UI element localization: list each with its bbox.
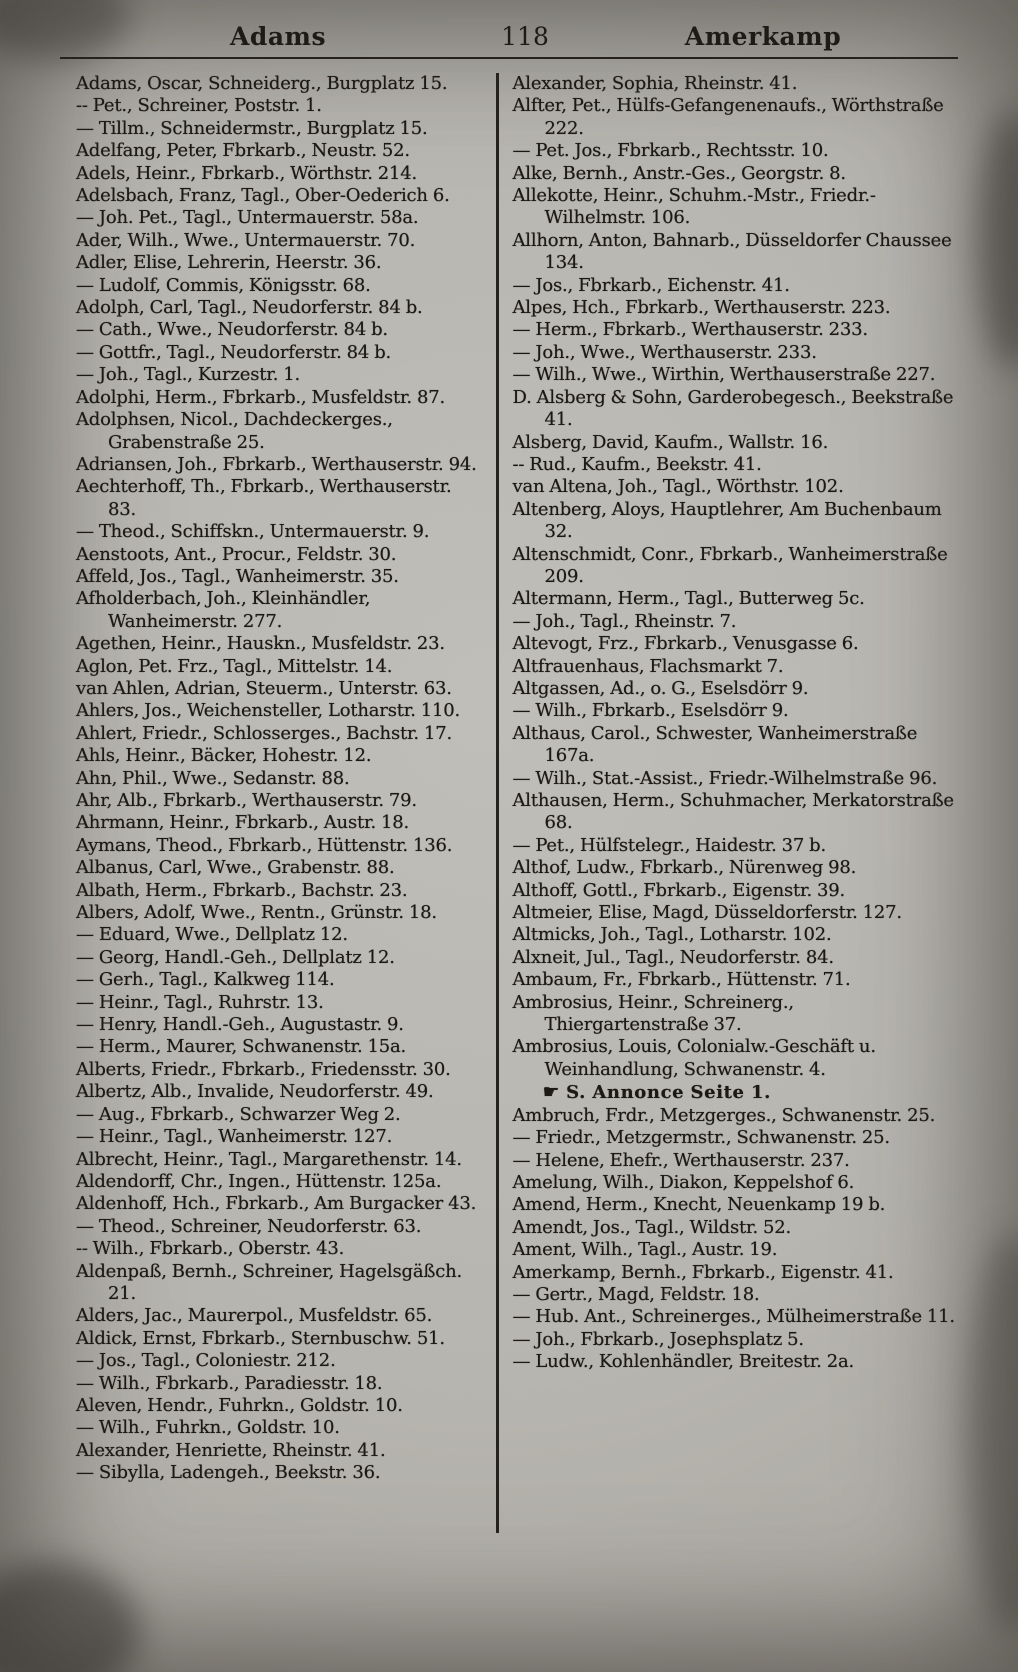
- directory-entry: — Cath., Wwe., Neudorferstr. 84 b.: [76, 319, 388, 341]
- directory-entry: Albertz, Alb., Invalide, Neudorferstr. 49.: [76, 1081, 434, 1103]
- directory-entry: Ambrosius, Louis, Colonialw.-Geschäft u. Weinhandlung, Schwanenstr. 4.: [512, 1036, 876, 1080]
- running-head-right: Amerkamp: [684, 22, 842, 51]
- directory-entry: Althausen, Herm., Schuhmacher, Merkatorstraße 68.: [512, 790, 954, 834]
- directory-entry: Altevogt, Frz., Fbrkarb., Venusgasse 6.: [512, 633, 859, 655]
- scan-smudge: [0, 1562, 140, 1672]
- directory-entry: — Jos., Fbrkarb., Eichenstr. 41.: [512, 274, 790, 296]
- directory-entry: — Wilh., Fuhrkn., Goldstr. 10.: [76, 1417, 340, 1439]
- directory-entry: Afholderbach, Joh., Kleinhändler, Wanheimerstr. 277.: [76, 588, 371, 632]
- directory-entry: -- Wilh., Fbrkarb., Oberstr. 43.: [76, 1238, 345, 1260]
- directory-entry: Altmeier, Elise, Magd, Düsseldorferstr. 127.: [512, 902, 902, 924]
- directory-entry: Aldick, Ernst, Fbrkarb., Sternbuschw. 51.: [76, 1327, 445, 1349]
- directory-entry: Adler, Elise, Lehrerin, Heerstr. 36.: [76, 252, 382, 274]
- page-number: 118: [501, 22, 549, 51]
- directory-entry: Althaus, Carol., Schwester, Wanheimerstraße 167a.: [512, 722, 918, 767]
- directory-entry: — Hub. Ant., Schreinerges., Mülheimerstraße 11.: [512, 1306, 955, 1328]
- directory-entry: Ambrosius, Heinr., Schreinerg., Thiergartenstraße 37.: [512, 991, 794, 1036]
- directory-entry: — Herm., Maurer, Schwanenstr. 15a.: [76, 1036, 407, 1058]
- directory-entry: Albath, Herm., Fbrkarb., Bachstr. 23.: [76, 879, 408, 901]
- directory-entry: — Joh., Wwe., Werthauserstr. 233.: [512, 341, 817, 363]
- directory-entry: Alexander, Sophia, Rheinstr. 41.: [512, 73, 798, 94]
- directory-columns: [0, 59, 1018, 1573]
- directory-entry: — Wilh., Stat.-Assist., Friedr.-Wilhelmstraße 96.: [512, 767, 938, 789]
- directory-entry: Altmicks, Joh., Tagl., Lotharstr. 102.: [512, 924, 832, 946]
- directory-entry: — Joh., Fbrkarb., Josephsplatz 5.: [512, 1328, 804, 1350]
- directory-entry: Albanus, Carl, Wwe., Grabenstr. 88.: [76, 857, 395, 879]
- directory-entry: Ahlers, Jos., Weichensteller, Lotharstr. 110.: [76, 700, 461, 722]
- directory-entry: — Helene, Ehefr., Werthauserstr. 237.: [512, 1149, 850, 1171]
- directory-entry: Allekotte, Heinr., Schuhm.-Mstr., Friedr.-Wilhelmstr. 106.: [512, 185, 876, 229]
- directory-entry: Aenstoots, Ant., Procur., Feldstr. 30.: [76, 543, 397, 565]
- directory-entry: — Aug., Fbrkarb., Schwarzer Weg 2.: [76, 1103, 401, 1125]
- left-column: [76, 73, 480, 1573]
- directory-entry: — Georg, Handl.-Geh., Dellplatz 12.: [76, 946, 395, 968]
- directory-entry: Amerkamp, Bernh., Fbrkarb., Eigenstr. 41.: [512, 1261, 894, 1283]
- directory-entry: Aymans, Theod., Fbrkarb., Hüttenstr. 136.: [76, 834, 453, 856]
- directory-entry: — Gerh., Tagl., Kalkweg 114.: [76, 969, 335, 991]
- directory-entry: — Jos., Tagl., Coloniestr. 212.: [76, 1350, 336, 1372]
- manicule-icon: ☛: [542, 1081, 561, 1104]
- directory-entry: Alders, Jac., Maurerpol., Musfeldstr. 65.: [76, 1305, 433, 1327]
- directory-entry: — Wilh., Fbrkarb., Paradiesstr. 18.: [76, 1372, 383, 1394]
- directory-entry: — Gottfr., Tagl., Neudorferstr. 84 b.: [76, 341, 392, 363]
- directory-entry: — Wilh., Wwe., Wirthin, Werthauserstraße 227.: [512, 364, 936, 386]
- directory-entry: — Gertr., Magd, Feldstr. 18.: [512, 1283, 760, 1305]
- directory-entry: — Heinr., Tagl., Wanheimerstr. 127.: [76, 1126, 393, 1148]
- directory-entry: Altermann, Herm., Tagl., Butterweg 5c.: [512, 588, 865, 610]
- directory-entry: — Henry, Handl.-Geh., Augustastr. 9.: [76, 1014, 404, 1036]
- directory-entry: — Theod., Schreiner, Neudorferstr. 63.: [76, 1215, 422, 1237]
- directory-entry: Affeld, Jos., Tagl., Wanheimerstr. 35.: [76, 565, 399, 587]
- directory-entry: — Eduard, Wwe., Dellplatz 12.: [76, 924, 348, 946]
- directory-entry: Alsberg, David, Kaufm., Wallstr. 16.: [512, 431, 829, 453]
- directory-entry: — Joh., Tagl., Kurzestr. 1.: [76, 364, 301, 386]
- directory-entry: -- Rud., Kaufm., Beekstr. 41.: [512, 453, 762, 475]
- directory-entry: Adelfang, Peter, Fbrkarb., Neustr. 52.: [76, 140, 410, 162]
- directory-entry: Aglon, Pet. Frz., Tagl., Mittelstr. 14.: [76, 655, 393, 677]
- directory-entry: Amelung, Wilh., Diakon, Keppelshof 6.: [512, 1171, 855, 1193]
- directory-entry: — Joh., Tagl., Rheinstr. 7.: [512, 610, 737, 632]
- directory-entry: — Wilh., Fbrkarb., Eselsdörr 9.: [512, 700, 789, 722]
- directory-entry: Ader, Wilh., Wwe., Untermauerstr. 70.: [76, 229, 416, 251]
- directory-entry: — Ludolf, Commis, Königsstr. 68.: [76, 274, 371, 296]
- directory-entry: — Pet. Jos., Fbrkarb., Rechtsstr. 10.: [512, 140, 829, 162]
- directory-entry: Altgassen, Ad., o. G., Eselsdörr 9.: [512, 677, 809, 699]
- directory-entry: — Friedr., Metzgermstr., Schwanenstr. 25.: [512, 1127, 890, 1149]
- directory-entry: Altenschmidt, Conr., Fbrkarb., Wanheimerstraße 209.: [512, 543, 948, 587]
- directory-entry: Ambruch, Frdr., Metzgerges., Schwanenstr. 25.: [512, 1104, 936, 1126]
- directory-entry: Alxneit, Jul., Tagl., Neudorferstr. 84.: [512, 946, 834, 968]
- directory-entry: Ahr, Alb., Fbrkarb., Werthauserstr. 79.: [76, 790, 417, 811]
- directory-entry: Alpes, Hch., Fbrkarb., Werthauserstr. 223.: [512, 297, 891, 319]
- directory-entry: Aldenpaß, Bernh., Schreiner, Hagelsgäßch. 21.: [76, 1260, 462, 1304]
- directory-entry: Alberts, Friedr., Fbrkarb., Friedensstr. 30.: [76, 1058, 451, 1080]
- directory-entry: Adolph, Carl, Tagl., Neudorferstr. 84 b.: [76, 297, 423, 319]
- directory-entry: Albers, Adolf, Wwe., Rentn., Grünstr. 18.: [76, 902, 437, 924]
- directory-entry: Ament, Wilh., Tagl., Austr. 19.: [512, 1239, 778, 1261]
- directory-entry: Alke, Bernh., Anstr.-Ges., Georgstr. 8.: [512, 162, 846, 184]
- directory-entry: -- Pet., Schreiner, Poststr. 1.: [76, 95, 322, 117]
- directory-entry: Althoff, Gottl., Fbrkarb., Eigenstr. 39.: [512, 879, 846, 901]
- directory-entry: van Altena, Joh., Tagl., Wörthstr. 102.: [512, 476, 844, 498]
- directory-entry: Ahlert, Friedr., Schlosserges., Bachstr. 17.: [76, 722, 453, 744]
- directory-entry: Albrecht, Heinr., Tagl., Margarethenstr. 14.: [76, 1148, 462, 1170]
- directory-entry: — Pet., Hülfstelegr., Haidestr. 37 b.: [512, 834, 827, 856]
- directory-entry: Aleven, Hendr., Fuhrkn., Goldstr. 10.: [76, 1394, 403, 1416]
- annonce-note: ☛ S. Annonce Seite 1.: [542, 1081, 771, 1104]
- directory-entry: Alfter, Pet., Hülfs-Gefangenenaufs., Wörthstraße 222.: [512, 95, 944, 139]
- column-divider: [496, 73, 499, 1533]
- directory-entry: Amend, Herm., Knecht, Neuenkamp 19 b.: [512, 1194, 886, 1216]
- directory-entry: Altfrauenhaus, Flachsmarkt 7.: [512, 655, 784, 677]
- directory-entry: Ahrmann, Heinr., Fbrkarb., Austr. 18.: [76, 812, 410, 834]
- page-header: [0, 0, 1018, 55]
- directory-entry: Adams, Oscar, Schneiderg., Burgplatz 15.: [76, 73, 448, 94]
- directory-entry: — Tillm., Schneidermstr., Burgplatz 15.: [76, 117, 428, 139]
- running-head-left: Adams: [229, 22, 327, 51]
- directory-entry: Althof, Ludw., Fbrkarb., Nürenweg 98.: [512, 857, 857, 879]
- directory-entry: Adriansen, Joh., Fbrkarb., Werthauserstr. 94.: [76, 453, 477, 475]
- directory-entry: D. Alsberg & Sohn, Garderobegesch., Beekstraße 41.: [512, 386, 954, 431]
- directory-entry: Adelsbach, Franz, Tagl., Ober-Oederich 6.: [76, 185, 450, 207]
- directory-entry: Agethen, Heinr., Hauskn., Musfeldstr. 23.: [76, 633, 445, 655]
- directory-entry: Ambaum, Fr., Fbrkarb., Hüttenstr. 71.: [512, 969, 851, 991]
- directory-entry: Amendt, Jos., Tagl., Wildstr. 52.: [512, 1216, 792, 1238]
- directory-entry: — Heinr., Tagl., Ruhrstr. 13.: [76, 991, 324, 1013]
- directory-entry: Adolphi, Herm., Fbrkarb., Musfeldstr. 87.: [76, 386, 445, 408]
- directory-entry: Adels, Heinr., Fbrkarb., Wörthstr. 214.: [76, 162, 418, 184]
- directory-entry: Aechterhoff, Th., Fbrkarb., Werthauserstr. 83.: [76, 476, 452, 520]
- directory-entry: — Joh. Pet., Tagl., Untermauerstr. 58a.: [76, 207, 419, 229]
- directory-entry: Adolphsen, Nicol., Dachdeckerges., Grabenstraße 25.: [76, 409, 393, 453]
- directory-entry: van Ahlen, Adrian, Steuerm., Unterstr. 63.: [76, 677, 452, 699]
- right-column: [513, 73, 959, 1573]
- directory-entry: — Herm., Fbrkarb., Werthauserstr. 233.: [512, 319, 868, 341]
- directory-entry: Allhorn, Anton, Bahnarb., Düsseldorfer Chaussee 134.: [512, 229, 952, 274]
- directory-entry: Aldenhoff, Hch., Fbrkarb., Am Burgacker 43.: [76, 1193, 477, 1215]
- directory-entry: Ahls, Heinr., Bäcker, Hohestr. 12.: [76, 745, 372, 767]
- directory-entry: — Sibylla, Ladengeh., Beekstr. 36.: [76, 1462, 381, 1484]
- directory-entry: Aldendorff, Chr., Ingen., Hüttenstr. 125a.: [76, 1170, 442, 1192]
- directory-entry: Alexander, Henriette, Rheinstr. 41.: [76, 1439, 386, 1461]
- directory-entry: — Theod., Schiffskn., Untermauerstr. 9.: [76, 521, 430, 543]
- directory-entry: — Ludw., Kohlenhändler, Breitestr. 2a.: [512, 1351, 855, 1373]
- directory-entry: Altenberg, Aloys, Hauptlehrer, Am Buchenbaum 32.: [512, 498, 942, 543]
- directory-entry: Ahn, Phil., Wwe., Sedanstr. 88.: [76, 767, 350, 789]
